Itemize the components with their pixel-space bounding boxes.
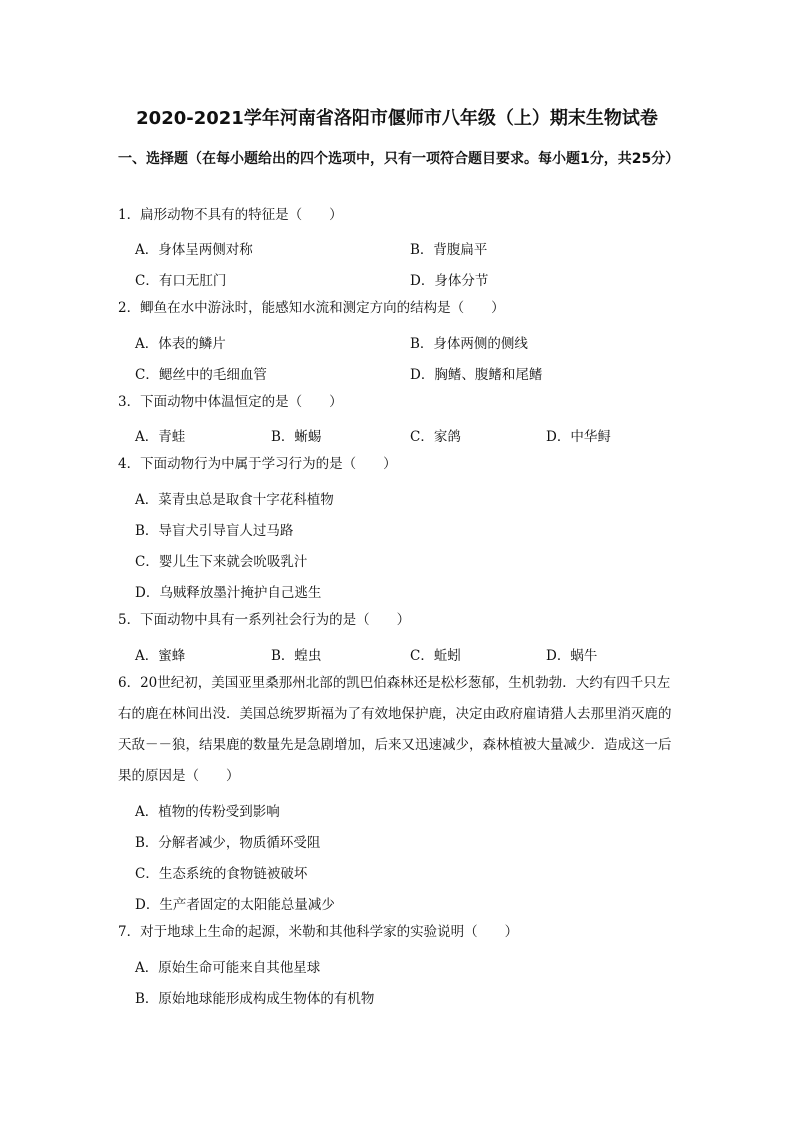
option-a: A．菜青虫总是取食十字花科植物 — [135, 492, 334, 508]
question-stem: 7．对于地球上生命的起源，米勒和其他科学家的实验说明（ ） — [118, 924, 519, 940]
option-b: B．导盲犬引导盲人过马路 — [135, 523, 294, 539]
option-c: C．鳃丝中的毛细血管 — [135, 367, 267, 383]
option-a: A．蜜蜂 — [135, 648, 186, 664]
option-b: B．分解者减少，物质循环受阻 — [135, 835, 321, 851]
option-b: B．蝗虫 — [271, 648, 322, 664]
option-c: C．有口无肛门 — [135, 273, 227, 289]
option-d: D．身体分节 — [410, 273, 489, 289]
question-stem: 1．扁形动物不具有的特征是（ ） — [118, 207, 343, 223]
question-stem: 4．下面动物行为中属于学习行为的是（ ） — [118, 456, 397, 472]
option-b: B．原始地球能形成构成生物体的有机物 — [135, 991, 375, 1007]
option-c: C．家鸽 — [410, 429, 461, 445]
question-6 — [118, 668, 678, 792]
question-stem: 5．下面动物中具有一系列社会行为的是（ ） — [118, 612, 411, 628]
option-d: D．胸鳍、腹鳍和尾鳍 — [410, 367, 543, 383]
option-c: C．蚯蚓 — [410, 648, 461, 664]
option-a: A．植物的传粉受到影响 — [135, 804, 280, 820]
option-d: D．蜗牛 — [546, 648, 598, 664]
option-d: D．乌贼释放墨汁掩护自己逃生 — [135, 585, 322, 601]
option-b: B．背腹扁平 — [410, 242, 488, 258]
option-d: D．中华鲟 — [546, 429, 611, 445]
question-5 — [118, 605, 678, 636]
option-c: C．婴儿生下来就会吮吸乳汁 — [135, 554, 308, 570]
option-b: B．蜥蜴 — [271, 429, 322, 445]
question-1 — [118, 200, 678, 231]
option-c: C．生态系统的食物链被破坏 — [135, 866, 308, 882]
option-a: A．身体呈两侧对称 — [135, 242, 253, 258]
question-stem: 2．鲫鱼在水中游泳时，能感知水流和测定方向的结构是（ ） — [118, 300, 505, 316]
question-stem: 3．下面动物中体温恒定的是（ ） — [118, 394, 343, 410]
question-stem: 6．20世纪初，美国亚里桑那州北部的凯巴伯森林还是松杉葱郁，生机勃勃．大约有四千只左右的鹿在林间出没．美国总统罗斯福为了有效地保护鹿，决定由政府雇请猎人去那里消灭鹿的天敌－－狼，结果鹿的数量先是急剧增加，后来又迅速减少，森林植被大量减少．造成这一后果的原因是（ ） — [118, 675, 672, 784]
option-d: D．生产者固定的太阳能总量减少 — [135, 897, 335, 913]
question-2 — [118, 293, 678, 324]
section-heading: 一、选择题（在每小题给出的四个选项中，只有一项符合题目要求。每小题1分，共25分） — [118, 151, 680, 167]
question-7 — [118, 917, 678, 948]
option-a: A．原始生命可能来自其他星球 — [135, 960, 321, 976]
option-a: A．体表的鳞片 — [135, 336, 226, 352]
page-title: 2020-2021学年河南省洛阳市偃师市八年级（上）期末生物试卷 — [136, 108, 658, 129]
option-a: A．青蛙 — [135, 429, 186, 445]
question-3 — [118, 387, 678, 418]
question-4 — [118, 449, 678, 480]
option-b: B．身体两侧的侧线 — [410, 336, 528, 352]
